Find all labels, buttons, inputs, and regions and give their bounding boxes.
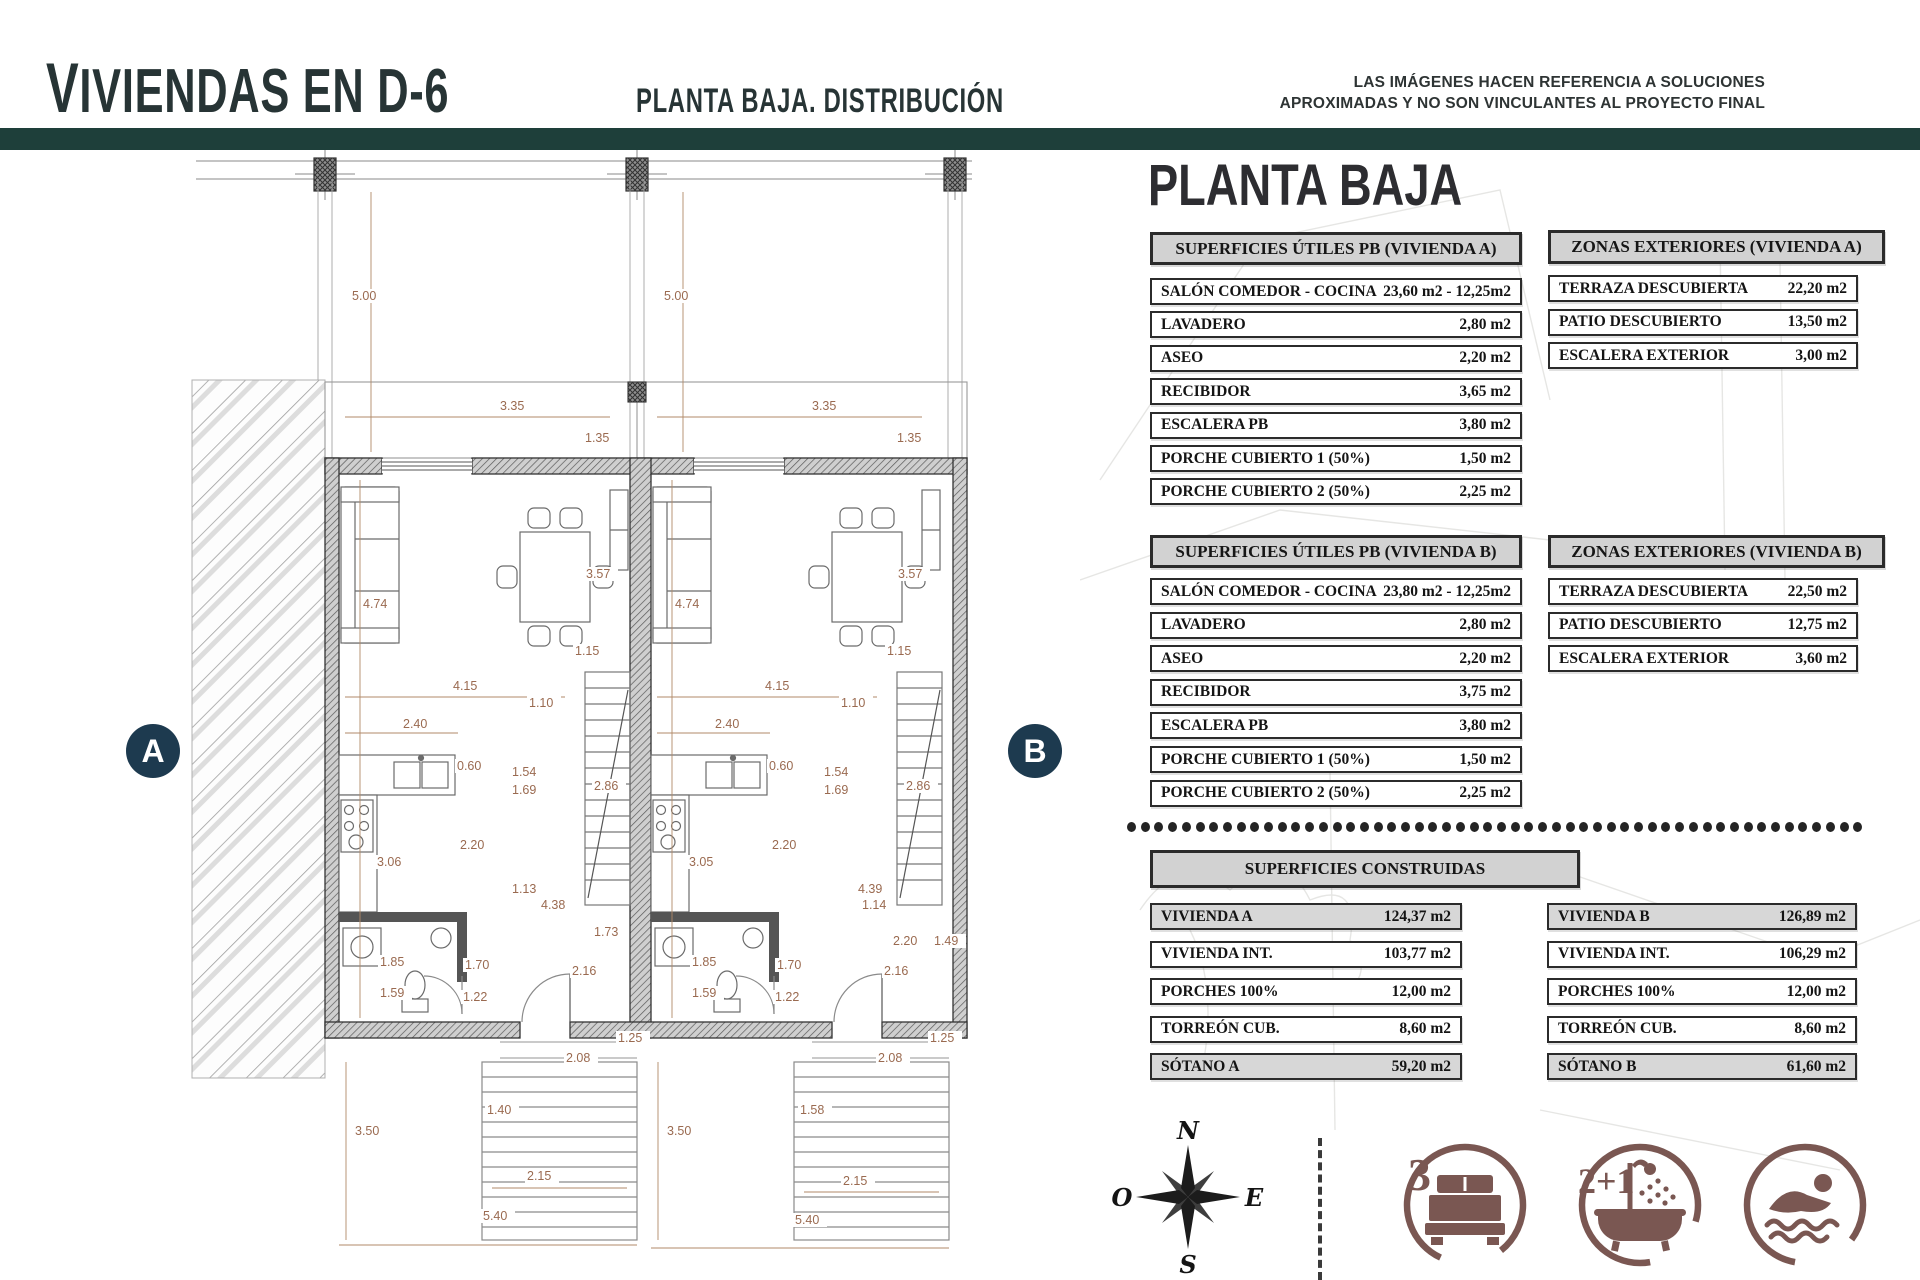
dimension-label: 3.05 — [689, 855, 714, 869]
row-value: 59,20 m2 — [1391, 1057, 1451, 1075]
divider-dot — [1127, 822, 1136, 832]
row-value: 1,50 m2 — [1459, 449, 1511, 467]
divider-dot — [1607, 822, 1616, 832]
compass-north-label: N — [1177, 1116, 1199, 1145]
divider-dot — [1538, 822, 1547, 832]
row-value: 12,00 m2 — [1391, 982, 1451, 1000]
row-value: 3,75 m2 — [1459, 683, 1511, 701]
divider-dot — [1703, 822, 1712, 832]
table-row — [1150, 941, 1462, 968]
dimension-label: 3.57 — [898, 567, 923, 581]
dimension-label: 3.35 — [812, 399, 837, 413]
divider-dot — [1401, 822, 1410, 832]
dimension-label: 1.25 — [618, 1031, 643, 1045]
row-value: 3,80 m2 — [1459, 716, 1511, 734]
dimension-label: 1.85 — [380, 955, 405, 969]
divider-dot — [1387, 822, 1396, 832]
table-header: SUPERFICIES ÚTILES PB (VIVIENDA A) — [1150, 232, 1522, 265]
title-main: VIVIENDAS EN D-6 — [46, 49, 450, 127]
row-label: ASEO — [1161, 649, 1204, 667]
table-row — [1548, 342, 1858, 369]
divider-dot — [1524, 822, 1533, 832]
dimension-label: 2.20 — [772, 838, 797, 852]
svg-text:A: A — [141, 733, 165, 769]
row-value: 22,20 m2 — [1787, 279, 1847, 297]
unit-a-badge — [126, 724, 180, 778]
row-value: 22,50 m2 — [1787, 582, 1847, 600]
divider-dot — [1141, 822, 1150, 832]
dimension-label: 1.10 — [529, 696, 554, 710]
divider-dot — [1716, 822, 1725, 832]
row-value: 2,25 m2 — [1459, 482, 1511, 500]
divider-dot — [1675, 822, 1684, 832]
table-row — [1547, 1053, 1857, 1080]
divider-dot — [1196, 822, 1205, 832]
dimension-label: 2.20 — [460, 838, 485, 852]
dimension-label: 1.85 — [692, 955, 717, 969]
dimension-label: 1.70 — [777, 958, 802, 972]
divider-dot — [1264, 822, 1273, 832]
dimension-label: 1.13 — [512, 882, 537, 896]
row-label: VIVIENDA A — [1161, 907, 1253, 925]
row-label: LAVADERO — [1161, 616, 1246, 634]
row-value: 8,60 m2 — [1399, 1020, 1451, 1037]
divider-dot — [1593, 822, 1602, 832]
divider-dot — [1223, 822, 1232, 832]
divider-dot — [1579, 822, 1588, 832]
row-label: RECIBIDOR — [1161, 382, 1251, 400]
row-label: ESCALERA EXTERIOR — [1559, 346, 1730, 364]
table-row — [1150, 345, 1522, 372]
row-value: 2,25 m2 — [1459, 784, 1511, 802]
table-row — [1150, 612, 1522, 639]
dimension-label: 2.16 — [884, 964, 909, 978]
row-value: 2,80 m2 — [1459, 616, 1511, 634]
row-label: PORCHES 100% — [1161, 982, 1279, 1000]
divider-dot — [1661, 822, 1670, 832]
floor-plan — [120, 150, 1080, 1280]
row-label: PORCHE CUBIERTO 1 (50%) — [1161, 750, 1370, 768]
panel-title: PLANTA BAJA — [1148, 153, 1463, 218]
table-row — [1150, 978, 1462, 1005]
row-value: 8,60 m2 — [1794, 1020, 1846, 1037]
dimension-label: 1.59 — [692, 986, 717, 1000]
divider-dot — [1689, 822, 1698, 832]
row-label: SÓTANO B — [1558, 1057, 1637, 1075]
dimension-label: 1.59 — [380, 986, 405, 1000]
divider-dot — [1360, 822, 1369, 832]
row-value: 126,89 m2 — [1778, 907, 1846, 925]
row-label: ESCALERA PB — [1161, 716, 1269, 734]
divider-dot — [1798, 822, 1807, 832]
divider-dot — [1237, 822, 1246, 832]
row-label: TORREÓN CUB. — [1558, 1020, 1677, 1037]
row-label: PORCHE CUBIERTO 1 (50%) — [1161, 449, 1370, 467]
svg-text:B: B — [1023, 733, 1047, 769]
dimension-label: 0.60 — [457, 759, 482, 773]
row-label: TERRAZA DESCUBIERTA — [1559, 582, 1749, 600]
dimension-label: 3.50 — [667, 1124, 692, 1138]
compass-west-label: O — [1111, 1183, 1133, 1212]
dimension-label: 5.40 — [795, 1213, 820, 1227]
row-label: PORCHE CUBIERTO 2 (50%) — [1161, 482, 1370, 500]
row-label: VIVIENDA INT. — [1558, 945, 1670, 962]
dimension-label: 5.40 — [483, 1209, 508, 1223]
dimension-label: 1.22 — [775, 990, 800, 1004]
swimmer-icon — [1767, 1174, 1837, 1241]
row-value: 23,60 m2 - 12,25m2 — [1383, 282, 1511, 300]
table-row — [1548, 645, 1858, 672]
divider-dot — [1497, 822, 1506, 832]
divider-dot — [1730, 822, 1739, 832]
row-value: 61,60 m2 — [1786, 1057, 1846, 1075]
table-row — [1150, 712, 1522, 739]
table-row — [1150, 1016, 1462, 1043]
divider-dot — [1278, 822, 1287, 832]
divider-dot — [1744, 822, 1753, 832]
dimension-label: 2.08 — [566, 1051, 591, 1065]
table-row — [1150, 445, 1522, 472]
row-value: 2,20 m2 — [1459, 649, 1511, 667]
row-value: 2,20 m2 — [1459, 349, 1511, 367]
divider-dot — [1634, 822, 1643, 832]
row-value: 3,00 m2 — [1795, 346, 1847, 364]
table-header: ZONAS EXTERIORES (VIVIENDA A) — [1548, 230, 1885, 264]
dimension-label: 2.86 — [906, 779, 931, 793]
divider-dot — [1552, 822, 1561, 832]
row-label: VIVIENDA B — [1558, 907, 1650, 925]
row-label: RECIBIDOR — [1161, 683, 1251, 701]
divider-dot — [1840, 822, 1849, 832]
dimension-label: 2.08 — [878, 1051, 903, 1065]
neighbour-building-hatch — [192, 380, 325, 1078]
dimension-label: 1.35 — [897, 431, 922, 445]
dimension-label: 2.40 — [403, 717, 428, 731]
dimension-label: 4.74 — [363, 597, 388, 611]
table-row — [1548, 578, 1858, 605]
row-value: 124,37 m2 — [1383, 907, 1451, 925]
disclaimer-line-1: LAS IMÁGENES HACEN REFERENCIA A SOLUCIONES — [1353, 74, 1765, 91]
divider-dot — [1826, 822, 1835, 832]
dimension-label: 4.15 — [453, 679, 478, 693]
row-value: 12,75 m2 — [1787, 616, 1847, 633]
unit-b-badge — [1008, 724, 1062, 778]
table-row — [1150, 780, 1522, 807]
divider-dot — [1785, 822, 1794, 832]
row-label: ASEO — [1161, 349, 1204, 367]
table-row — [1150, 903, 1462, 930]
row-label: TORREÓN CUB. — [1161, 1020, 1280, 1037]
dimension-label: 1.73 — [594, 925, 619, 939]
table-row — [1548, 309, 1858, 336]
row-label: PORCHES 100% — [1558, 982, 1676, 1000]
row-value: 2,80 m2 — [1459, 315, 1511, 333]
bedrooms-count: 3 — [1408, 1149, 1431, 1200]
divider-dot — [1771, 822, 1780, 832]
dimension-label: 1.54 — [824, 765, 849, 779]
dimension-label: 1.70 — [465, 958, 490, 972]
bathrooms-count: 2+1 — [1578, 1161, 1635, 1201]
table-row — [1548, 612, 1858, 639]
row-value: 23,80 m2 - 12,25m2 — [1383, 582, 1511, 600]
compass-rose — [1110, 1115, 1270, 1280]
column-lines — [318, 179, 962, 458]
divider-dot — [1442, 822, 1451, 832]
page-title — [46, 48, 1162, 128]
divider-dot — [1853, 822, 1862, 832]
divider-dot — [1511, 822, 1520, 832]
bathrooms-icon — [1570, 1135, 1710, 1275]
table-row — [1150, 1053, 1462, 1080]
dimension-label: 1.14 — [862, 898, 887, 912]
dimension-label: 4.74 — [675, 597, 700, 611]
table-row — [1150, 378, 1522, 405]
dimension-label: 1.54 — [512, 765, 537, 779]
row-label: PORCHE CUBIERTO 2 (50%) — [1161, 784, 1370, 802]
dimension-label: 3.35 — [500, 399, 525, 413]
disclaimer-line-2: APROXIMADAS Y NO SON VINCULANTES AL PROYECTO FINAL — [1279, 95, 1765, 112]
structural-grid — [196, 150, 972, 200]
compass-south-label: S — [1179, 1250, 1197, 1279]
dimension-label: 1.49 — [934, 934, 959, 948]
divider-dot — [1374, 822, 1383, 832]
table-row — [1547, 903, 1857, 930]
divider-dot — [1209, 822, 1218, 832]
dimension-label: 2.20 — [893, 934, 918, 948]
column-markers — [314, 158, 966, 191]
row-label: ESCALERA EXTERIOR — [1559, 649, 1730, 667]
title-subtitle: PLANTA BAJA. DISTRIBUCIÓN — [636, 82, 1004, 120]
table-row — [1150, 311, 1522, 338]
divider-dot — [1154, 822, 1163, 832]
table-row — [1150, 412, 1522, 439]
row-value: 3,60 m2 — [1795, 649, 1847, 667]
divider-dot — [1319, 822, 1328, 832]
dimension-label: 1.22 — [463, 990, 488, 1004]
divider-dot — [1346, 822, 1355, 832]
table-row — [1150, 746, 1522, 773]
table-row — [1150, 578, 1522, 605]
terrace-outline — [325, 382, 967, 458]
divider-dot — [1566, 822, 1575, 832]
divider-dot — [1483, 822, 1492, 832]
dotted-divider — [1127, 821, 1863, 832]
row-value: 106,29 m2 — [1778, 945, 1846, 962]
dimension-label: 4.38 — [541, 898, 566, 912]
divider-dot — [1415, 822, 1424, 832]
dimension-label: 1.25 — [930, 1031, 955, 1045]
dashed-separator — [1318, 1138, 1322, 1280]
table-header: SUPERFICIES ÚTILES PB (VIVIENDA B) — [1150, 535, 1522, 568]
divider-dot — [1305, 822, 1314, 832]
table-row — [1150, 478, 1522, 505]
dimension-label: 2.40 — [715, 717, 740, 731]
row-value: 103,77 m2 — [1383, 945, 1451, 962]
row-label: SÓTANO A — [1161, 1057, 1240, 1075]
dimension-label: 5.00 — [352, 289, 377, 303]
table-row — [1150, 679, 1522, 706]
dimension-label: 0.60 — [769, 759, 794, 773]
dimension-label: 1.35 — [585, 431, 610, 445]
dimension-label: 3.57 — [586, 567, 611, 581]
row-label: LAVADERO — [1161, 315, 1246, 333]
disclaimer-text — [1280, 72, 1765, 114]
row-value: 3,65 m2 — [1459, 382, 1511, 400]
divider-dot — [1168, 822, 1177, 832]
divider-dot — [1812, 822, 1821, 832]
dimension-label: 4.15 — [765, 679, 790, 693]
dimension-label: 1.40 — [487, 1103, 512, 1117]
row-label: PATIO DESCUBIERTO — [1559, 616, 1722, 633]
dimension-label: 5.00 — [664, 289, 689, 303]
dimension-label: 3.50 — [355, 1124, 380, 1138]
dimension-label: 3.06 — [377, 855, 402, 869]
dimension-label: 1.58 — [800, 1103, 825, 1117]
row-value: 3,80 m2 — [1459, 416, 1511, 434]
dimension-label: 4.39 — [858, 882, 883, 896]
divider-dot — [1182, 822, 1191, 832]
dimension-label: 2.15 — [843, 1174, 868, 1188]
dimension-label: 2.86 — [594, 779, 619, 793]
row-label: VIVIENDA INT. — [1161, 945, 1273, 962]
header-divider-bar — [0, 128, 1920, 150]
table-header: ZONAS EXTERIORES (VIVIENDA B) — [1548, 535, 1885, 568]
compass-east-label: E — [1244, 1183, 1264, 1212]
row-label: SALÓN COMEDOR - COCINA — [1161, 282, 1377, 300]
row-label: TERRAZA DESCUBIERTA — [1559, 279, 1749, 297]
divider-dot — [1757, 822, 1766, 832]
row-value: 13,50 m2 — [1787, 313, 1847, 330]
divider-dot — [1250, 822, 1259, 832]
row-label: ESCALERA PB — [1161, 416, 1269, 434]
table-row — [1150, 278, 1522, 305]
pool-icon — [1735, 1135, 1875, 1275]
dimension-label: 1.69 — [512, 783, 537, 797]
divider-dot — [1456, 822, 1465, 832]
dimension-label: 1.69 — [824, 783, 849, 797]
row-value: 1,50 m2 — [1459, 750, 1511, 768]
divider-dot — [1428, 822, 1437, 832]
divider-dot — [1291, 822, 1300, 832]
table-row — [1150, 645, 1522, 672]
row-label: PATIO DESCUBIERTO — [1559, 313, 1722, 330]
bed-icon — [1425, 1175, 1505, 1245]
table-row — [1548, 275, 1858, 302]
row-value: 12,00 m2 — [1786, 982, 1846, 1000]
table-row — [1547, 941, 1857, 968]
divider-dot — [1333, 822, 1342, 832]
dimension-label: 1.15 — [575, 644, 600, 658]
table-header: SUPERFICIES CONSTRUIDAS — [1150, 850, 1580, 888]
table-row — [1547, 978, 1857, 1005]
divider-dot — [1648, 822, 1657, 832]
table-row — [1547, 1016, 1857, 1043]
dimension-label: 2.16 — [572, 964, 597, 978]
dimension-label: 1.10 — [841, 696, 866, 710]
dimension-label: 2.15 — [527, 1169, 552, 1183]
dimension-label: 1.15 — [887, 644, 912, 658]
divider-dot — [1470, 822, 1479, 832]
divider-dot — [1620, 822, 1629, 832]
row-label: SALÓN COMEDOR - COCINA — [1161, 582, 1377, 600]
